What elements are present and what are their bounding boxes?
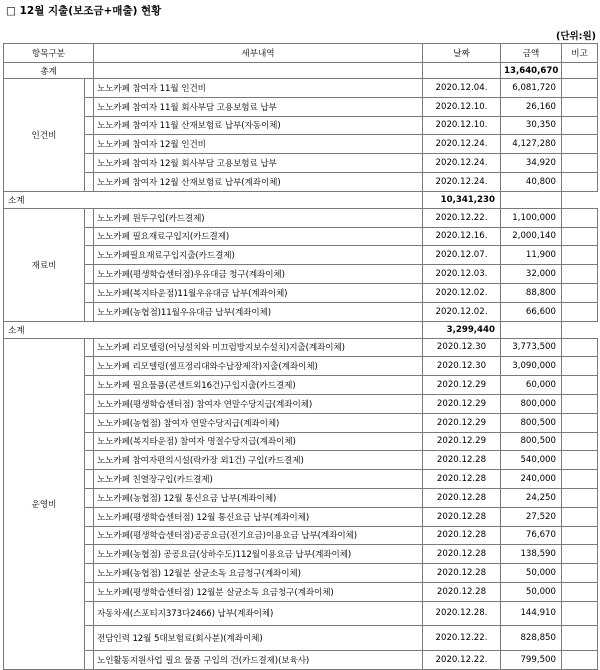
amount-cell: 26,160	[501, 97, 562, 116]
table-row	[4, 507, 598, 526]
description-cell: 노인활동지원사업 필요 물품 구입의 건(카드결제)(보육사)	[94, 650, 423, 669]
date-cell: 2020.12.28	[423, 488, 501, 507]
amount-cell: 40,800	[501, 172, 562, 191]
amount-cell: 24,250	[501, 488, 562, 507]
description-cell: 노노카페(평생학습센터점) 12월 통신요금 납부(계좌이체)	[94, 507, 423, 526]
description-cell: 노노카페 참여자편의시설(락카장 외1건) 구입(카드결제)	[94, 451, 423, 470]
date-cell: 2020.12.22.	[423, 650, 501, 669]
total-label: 총계	[4, 63, 94, 79]
indent-cell	[85, 302, 94, 321]
table-row	[4, 432, 598, 451]
subtotal-amount: 10,341,230	[423, 191, 501, 208]
amount-cell: 144,910	[501, 601, 562, 626]
expense-table	[3, 43, 598, 670]
subtotal-label: 소계	[4, 321, 423, 338]
date-cell: 2020.12.22.	[423, 626, 501, 651]
table-row	[4, 470, 598, 489]
table-row	[4, 488, 598, 507]
date-cell: 2020.12.29	[423, 413, 501, 432]
table-body	[4, 63, 598, 670]
description-cell: 노노카페 원두구입(카드결제)	[94, 208, 423, 227]
description-cell: 노노카페(농협점) 12월분 살균소독 요금청구(계좌이체)	[94, 564, 423, 583]
note-cell	[562, 357, 598, 376]
note-cell	[562, 601, 598, 626]
date-cell: 2020.12.29	[423, 394, 501, 413]
description-cell: 노노카페 필요물품(콘센트외16건)구입지출(카드결제)	[94, 376, 423, 395]
description-cell: 노노카페(농협점) 참여자 연말수당지급(계좌이체)	[94, 413, 423, 432]
page-title: □ 12월 지출(보조금+매출) 현황	[6, 5, 162, 17]
amount-cell: 32,000	[501, 265, 562, 284]
indent-cell	[85, 507, 94, 526]
header-description: 세부내역	[94, 44, 423, 63]
note-cell	[562, 545, 598, 564]
amount-cell: 60,000	[501, 376, 562, 395]
amount-cell: 2,000,140	[501, 227, 562, 246]
indent-cell	[85, 488, 94, 507]
note-cell	[562, 97, 598, 116]
amount-cell: 11,900	[501, 246, 562, 265]
date-cell: 2020.12.28	[423, 564, 501, 583]
note-cell	[562, 413, 598, 432]
table-row	[4, 265, 598, 284]
total-date-cell	[423, 63, 501, 79]
table-row	[4, 338, 598, 357]
note-cell	[562, 265, 598, 284]
amount-cell: 800,000	[501, 394, 562, 413]
table-row	[4, 564, 598, 583]
note-cell	[562, 302, 598, 321]
description-cell: 전담인력 12월 5대보험료(회사분)(계좌이체)	[94, 626, 423, 651]
table-row	[4, 172, 598, 191]
indent-cell	[85, 357, 94, 376]
amount-cell: 540,000	[501, 451, 562, 470]
date-cell: 2020.12.28	[423, 451, 501, 470]
category-cell: 운영비	[4, 338, 85, 669]
description-cell: 노노카페 참여자 12월 인건비	[94, 135, 423, 154]
amount-cell: 34,920	[501, 154, 562, 173]
table-row	[4, 283, 598, 302]
indent-cell	[85, 376, 94, 395]
table-header-row	[4, 44, 598, 63]
description-cell: 노노카페(평생학습센터점) 참여자 연말수당지급(계좌이체)	[94, 394, 423, 413]
header-date: 날짜	[423, 44, 501, 63]
indent-cell	[85, 79, 94, 98]
description-cell: 노노카페(복지타운점)11월우유대금 납부(계좌이체)	[94, 283, 423, 302]
table-row	[4, 302, 598, 321]
indent-cell	[85, 283, 94, 302]
note-cell	[562, 451, 598, 470]
subtotal-row	[4, 321, 598, 338]
amount-cell: 66,600	[501, 302, 562, 321]
description-cell: 노노카페 필요재료구입지(카드결제)	[94, 227, 423, 246]
amount-cell: 3,773,500	[501, 338, 562, 357]
date-cell: 2020.12.28	[423, 545, 501, 564]
note-cell	[562, 376, 598, 395]
indent-cell	[85, 116, 94, 135]
indent-cell	[85, 246, 94, 265]
note-cell	[562, 135, 598, 154]
description-cell: 노노카페(평생학습센터점)우유대금 청구(계좌이체)	[94, 265, 423, 284]
amount-cell: 6,081,720	[501, 79, 562, 98]
note-cell	[562, 394, 598, 413]
amount-cell: 27,520	[501, 507, 562, 526]
note-cell	[562, 227, 598, 246]
table-row	[4, 394, 598, 413]
indent-cell	[85, 135, 94, 154]
description-cell: 노노카페 참여자 11월 회사부담 고용보험료 납부	[94, 97, 423, 116]
description-cell: 노노카페 리모델링(어닝설치와 미끄럼방지보수설치)지출(계좌이체)	[94, 338, 423, 357]
table-row	[4, 650, 598, 669]
table-row	[4, 626, 598, 651]
date-cell: 2020.12.29	[423, 432, 501, 451]
date-cell: 2020.12.07.	[423, 246, 501, 265]
table-row	[4, 582, 598, 601]
date-cell: 2020.12.16.	[423, 227, 501, 246]
indent-cell	[85, 564, 94, 583]
date-cell: 2020.12.22.	[423, 208, 501, 227]
amount-cell: 50,000	[501, 564, 562, 583]
indent-cell	[85, 172, 94, 191]
indent-cell	[85, 626, 94, 651]
indent-cell	[85, 451, 94, 470]
unit-label: (단위:원)	[555, 31, 596, 42]
note-cell	[501, 321, 562, 338]
amount-cell: 76,670	[501, 526, 562, 545]
note-cell	[562, 582, 598, 601]
description-cell: 노노카페필요재료구입지출(카드결제)	[94, 246, 423, 265]
header-category: 항목구분	[4, 44, 94, 63]
note-cell	[562, 116, 598, 135]
date-cell: 2020.12.24.	[423, 154, 501, 173]
description-cell: 노노카페(농협점) 공공요금(상하수도)112월이용요금 납부(계좌이체)	[94, 545, 423, 564]
date-cell: 2020.12.03.	[423, 265, 501, 284]
amount-cell: 800,500	[501, 432, 562, 451]
category-cell: 인건비	[4, 79, 85, 192]
amount-cell: 240,000	[501, 470, 562, 489]
note-cell	[562, 626, 598, 651]
description-cell: 노노카페 참여자 11월 산재보험료 납부(자동이체)	[94, 116, 423, 135]
indent-cell	[85, 582, 94, 601]
description-cell: 노노카페(평생학습센터점)공공요금(전기요금)이용요금 납부(계좌이체)	[94, 526, 423, 545]
indent-cell	[85, 413, 94, 432]
table-row	[4, 208, 598, 227]
table-row	[4, 601, 598, 626]
indent-cell	[85, 545, 94, 564]
table-row	[4, 97, 598, 116]
description-cell: 노노카페(농협점)11월우유대금 납부(계좌이체)	[94, 302, 423, 321]
amount-cell: 799,500	[501, 650, 562, 669]
note-cell	[562, 564, 598, 583]
table-row	[4, 79, 598, 98]
amount-cell: 138,590	[501, 545, 562, 564]
indent-cell	[85, 265, 94, 284]
date-cell: 2020.12.28	[423, 582, 501, 601]
note-cell	[562, 650, 598, 669]
subtotal-row	[4, 191, 598, 208]
indent-cell	[85, 338, 94, 357]
note-cell	[562, 338, 598, 357]
date-cell: 2020.12.02.	[423, 302, 501, 321]
date-cell: 2020.12.28	[423, 507, 501, 526]
description-cell: 노노카페(농협점) 12월 통신요금 납부(계좌이체)	[94, 488, 423, 507]
date-cell: 2020.12.28.	[423, 601, 501, 626]
amount-cell: 50,000	[501, 582, 562, 601]
description-cell: 노노카페(평생학습센터점) 12월분 살균소독 요금청구(계좌이체)	[94, 582, 423, 601]
indent-cell	[85, 470, 94, 489]
table-row	[4, 526, 598, 545]
header-amount: 금액	[501, 44, 562, 63]
date-cell: 2020.12.24.	[423, 172, 501, 191]
total-desc-cell	[94, 63, 423, 79]
date-cell: 2020.12.10.	[423, 116, 501, 135]
date-cell: 2020.12.02.	[423, 283, 501, 302]
table-row	[4, 135, 598, 154]
category-cell: 재료비	[4, 208, 85, 321]
indent-cell	[85, 601, 94, 626]
note-cell	[562, 283, 598, 302]
date-cell: 2020.12.30	[423, 338, 501, 357]
amount-cell: 1,100,000	[501, 208, 562, 227]
table-row	[4, 545, 598, 564]
description-cell: 노노카페(복지타운점) 참여자 명절수당지급(계좌이체)	[94, 432, 423, 451]
table-row	[4, 154, 598, 173]
note-cell	[562, 526, 598, 545]
description-cell: 노노카페 친열장구입(카드결제)	[94, 470, 423, 489]
description-cell: 자동차세(스포티지373다2466) 납부(계좌이체)	[94, 601, 423, 626]
description-cell: 노노카페 참여자 12월 회사부담 고용보험료 납부	[94, 154, 423, 173]
note-cell	[562, 507, 598, 526]
amount-cell: 828,850	[501, 626, 562, 651]
total-amount: 13,640,670	[501, 63, 562, 79]
indent-cell	[85, 97, 94, 116]
total-note-cell	[562, 63, 598, 79]
amount-cell: 30,350	[501, 116, 562, 135]
indent-cell	[85, 227, 94, 246]
description-cell: 노노카페 참여자 12월 산재보험료 납부(계좌이체)	[94, 172, 423, 191]
indent-cell	[85, 154, 94, 173]
note-cell	[562, 488, 598, 507]
table-row	[4, 246, 598, 265]
date-cell: 2020.12.30	[423, 357, 501, 376]
indent-cell	[85, 432, 94, 451]
subtotal-amount: 3,299,440	[423, 321, 501, 338]
note-cell	[562, 432, 598, 451]
amount-cell: 3,090,000	[501, 357, 562, 376]
indent-cell	[85, 208, 94, 227]
table-row	[4, 376, 598, 395]
amount-cell: 88,800	[501, 283, 562, 302]
date-cell: 2020.12.28	[423, 470, 501, 489]
table-row	[4, 116, 598, 135]
date-cell: 2020.12.28	[423, 526, 501, 545]
note-cell	[562, 154, 598, 173]
note-cell	[562, 208, 598, 227]
note-cell	[562, 246, 598, 265]
note-cell	[562, 172, 598, 191]
header-note: 비고	[562, 44, 598, 63]
note-cell	[562, 470, 598, 489]
amount-cell: 800,500	[501, 413, 562, 432]
table-row	[4, 357, 598, 376]
description-cell: 노노카페 참여자 11월 인건비	[94, 79, 423, 98]
total-row	[4, 63, 598, 79]
table-row	[4, 413, 598, 432]
table-row	[4, 451, 598, 470]
note-cell	[501, 191, 562, 208]
subtotal-label: 소계	[4, 191, 423, 208]
table-row	[4, 227, 598, 246]
date-cell: 2020.12.10.	[423, 97, 501, 116]
indent-cell	[85, 526, 94, 545]
description-cell: 노노카페 리모델링(셀프정리대와수납장제작)지출(계좌이체)	[94, 357, 423, 376]
date-cell: 2020.12.04.	[423, 79, 501, 98]
date-cell: 2020.12.24.	[423, 135, 501, 154]
amount-cell: 4,127,280	[501, 135, 562, 154]
date-cell: 2020.12.29	[423, 376, 501, 395]
note-cell	[562, 79, 598, 98]
indent-cell	[85, 394, 94, 413]
indent-cell	[85, 650, 94, 669]
